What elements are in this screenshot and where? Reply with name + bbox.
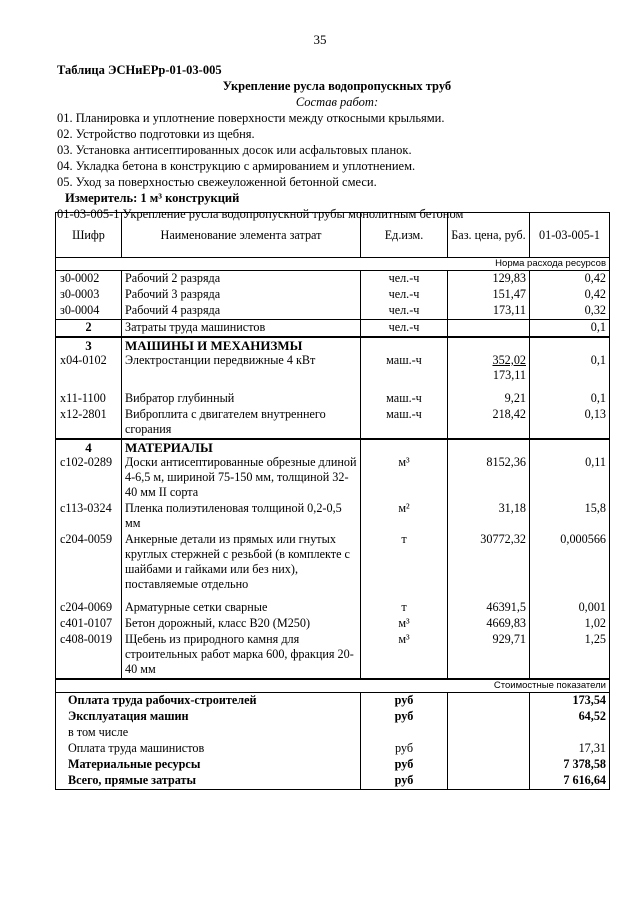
work-step: 02. Устройство подготовки из щебня. bbox=[57, 127, 255, 141]
table-row: с204-0059 Анкерные детали из прямых или гнутых круглых стержней с резьбой (в комплекте с шайбами и гайками или без них), поставляемые отдельно т 30772,32 0,000566 bbox=[56, 532, 610, 600]
work-step: 04. Укладка бетона в конструкцию с армированием и уплотнением. bbox=[57, 159, 416, 173]
table-row: с113-0324 Пленка полиэтиленовая толщиной 0,2-0,5 мм м² 31,18 15,8 bbox=[56, 501, 610, 532]
section-header-materials: 4 МАТЕРИАЛЫ bbox=[56, 439, 610, 455]
table-row: з0-0003 Рабочий 3 разряда чел.-ч 151,47 0,42 bbox=[56, 287, 610, 303]
col-header-name: Наименование элемента затрат bbox=[122, 213, 361, 258]
table-title: Укрепление русла водопропускных труб bbox=[222, 79, 452, 93]
work-step: 03. Установка антисептированных досок или асфальтовых планок. bbox=[57, 143, 412, 157]
table-header-row bbox=[56, 213, 610, 258]
section-header-machines: 3 МАШИНЫ И МЕХАНИЗМЫ bbox=[56, 337, 610, 353]
table-code: Таблица ЭСНиЕРр-01-03-005 bbox=[57, 63, 222, 77]
total-row: Всего, прямые затраты руб 7 616,64 bbox=[56, 773, 610, 790]
resource-table bbox=[55, 212, 610, 790]
table-row: х11-1100 Вибратор глубинный маш.-ч 9,21 0,1 bbox=[56, 391, 610, 407]
document-header bbox=[57, 62, 617, 222]
total-row: Эксплуатация машин руб 64,52 bbox=[56, 709, 610, 725]
work-step: 05. Уход за поверхностью свежеуложенной бетонной смеси. bbox=[57, 175, 377, 189]
total-row: Материальные ресурсы руб 7 378,58 bbox=[56, 757, 610, 773]
table-row-machinist-labor: 2 Затраты труда машинистов чел.-ч 0,1 bbox=[56, 320, 610, 338]
table-row: с401-0107 Бетон дорожный, класс В20 (М250) м³ 4669,83 1,02 bbox=[56, 616, 610, 632]
col-header-norm: 01-03-005-1 bbox=[530, 213, 610, 258]
cost-caption: Стоимостные показатели bbox=[56, 679, 610, 693]
work-composition-caption: Состав работ: bbox=[295, 95, 379, 109]
table-row: с408-0019 Щебень из природного камня для строительных работ марка 600, фракция 20-40 мм м³ 929,71 1,25 bbox=[56, 632, 610, 679]
work-step: 01. Планировка и уплотнение поверхности между откосными крыльями. bbox=[57, 111, 445, 125]
total-row: в том числе bbox=[56, 725, 610, 741]
table-row: х04-0102 Электростанции передвижные 4 кВт маш.-ч 352,02 173,11 0,1 bbox=[56, 353, 610, 391]
col-header-price: Баз. цена, руб. bbox=[448, 213, 530, 258]
norm-caption-row bbox=[56, 258, 610, 271]
table-row: х12-2801 Виброплита с двигателем внутреннего сгорания маш.-ч 218,42 0,13 bbox=[56, 407, 610, 439]
total-row: Оплата труда машинистов руб 17,31 bbox=[56, 741, 610, 757]
col-header-unit: Ед.изм. bbox=[361, 213, 448, 258]
page-number: 35 bbox=[313, 32, 327, 47]
table-row: с102-0289 Доски антисептированные обрезные длиной 4-6,5 м, шириной 75-150 мм, толщиной 32-40 мм II сорта м³ 8152,36 0,11 bbox=[56, 455, 610, 501]
col-header-code: Шифр bbox=[56, 213, 122, 258]
cost-caption-row bbox=[56, 679, 610, 693]
item-code-line: 01-03-005-1 Укрепление русла водопропускной трубы монолитным бетоном bbox=[57, 207, 464, 221]
norm-caption: Норма расхода ресурсов bbox=[56, 258, 610, 271]
measurement-unit: Измеритель: 1 м³ конструкций bbox=[65, 191, 240, 205]
total-row: Оплата труда рабочих-строителей руб 173,54 bbox=[56, 693, 610, 710]
table-row: з0-0004 Рабочий 4 разряда чел.-ч 173,11 0,32 bbox=[56, 303, 610, 320]
table-row: з0-0002 Рабочий 2 разряда чел.-ч 129,83 0,42 bbox=[56, 271, 610, 288]
table-row: с204-0069 Арматурные сетки сварные т 46391,5 0,001 bbox=[56, 600, 610, 616]
